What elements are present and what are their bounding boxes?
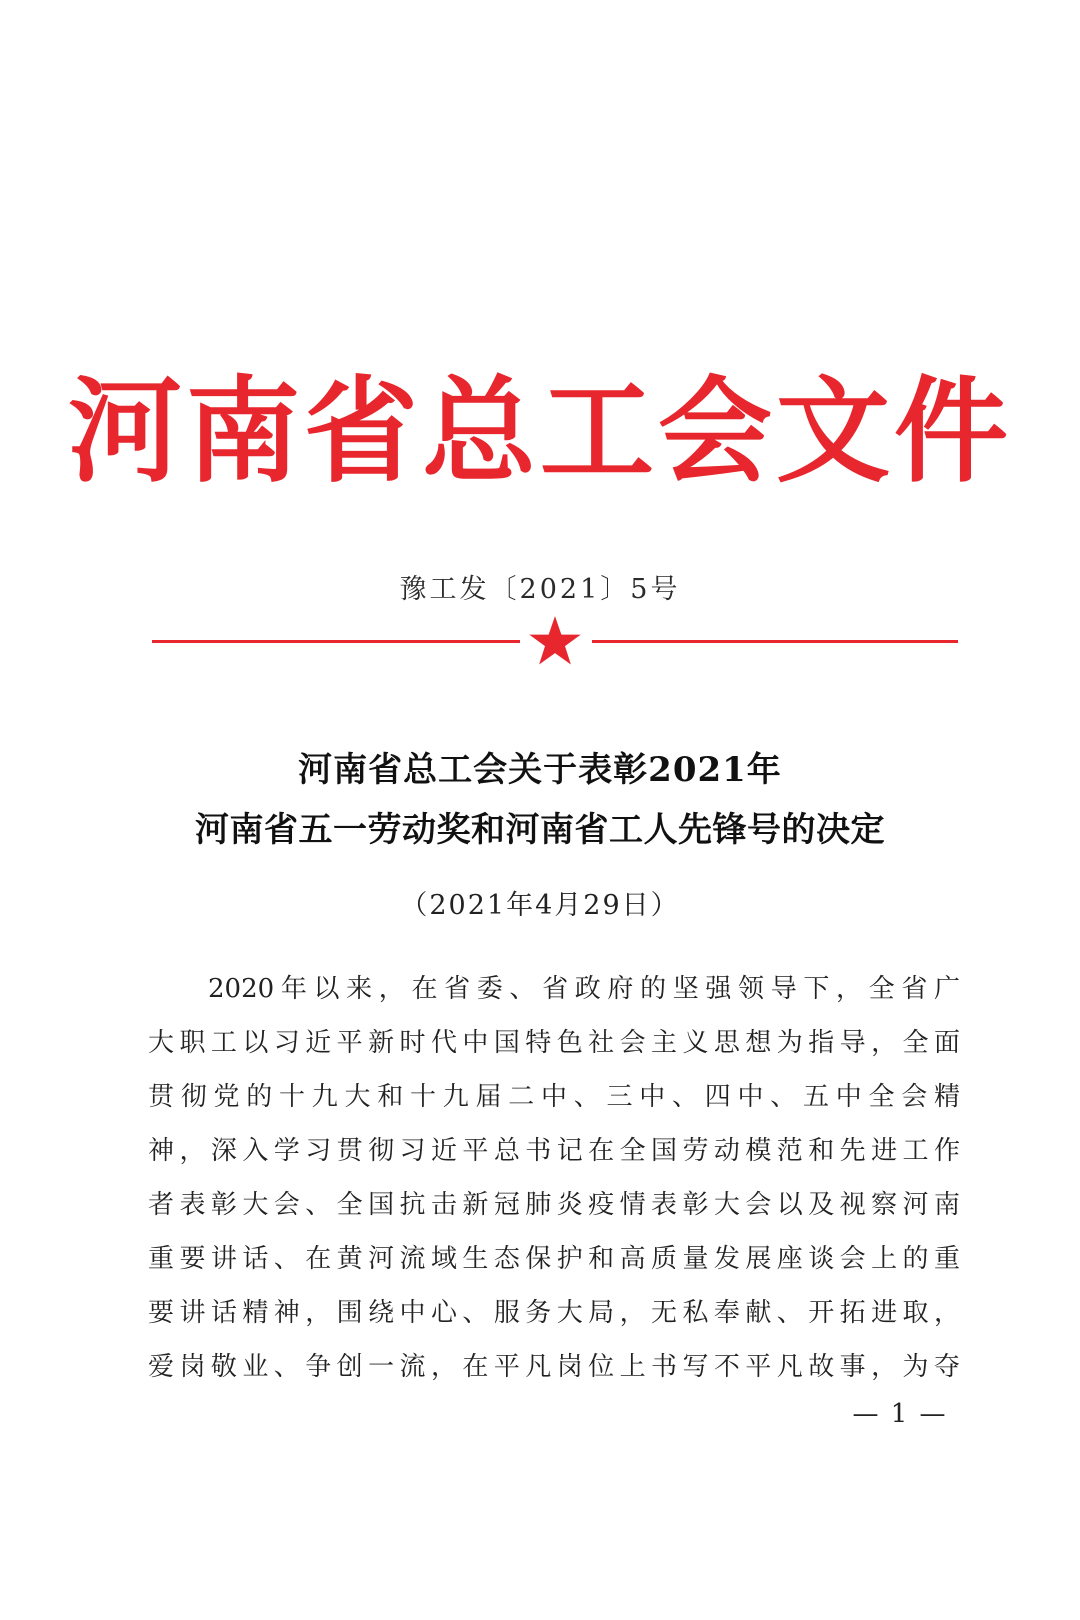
star-shape	[529, 616, 580, 664]
body-text	[148, 962, 960, 1394]
body-line: 神，深入学习贯彻习近平总书记在全国劳动模范和先进工作	[148, 1136, 960, 1166]
document-number: 豫工发〔2021〕5号	[399, 574, 681, 605]
body-line: 大职工以习近平新时代中国特色社会主义思想为指导，全面	[148, 1028, 960, 1058]
body-line: 重要讲话、在黄河流域生态保护和高质量发展座谈会上的重	[148, 1244, 960, 1274]
document-date: （2021年4月29日）	[400, 890, 680, 921]
document-title-line-1: 河南省总工会关于表彰2021年	[298, 750, 782, 790]
document-title-line-2: 河南省五一劳动奖和河南省工人先锋号的决定	[195, 810, 885, 850]
body-line: 者表彰大会、全国抗击新冠肺炎疫情表彰大会以及视察河南	[148, 1190, 960, 1220]
separator-line-right	[592, 640, 958, 643]
star-icon	[528, 614, 582, 668]
body-line: 要讲话精神，围绕中心、服务大局，无私奉献、开拓进取，	[148, 1298, 960, 1328]
masthead-title: 河南省总工会文件	[67, 365, 1012, 498]
separator-line-left	[152, 640, 520, 643]
body-line: 2020年以来，在省委、省政府的坚强领导下，全省广	[208, 974, 960, 1004]
body-line: 爱岗敬业、争创一流，在平凡岗位上书写不平凡故事，为夺	[148, 1352, 960, 1382]
body-line: 贯彻党的十九大和十九届二中、三中、四中、五中全会精	[148, 1082, 960, 1112]
page-number: — 1 —	[852, 1399, 948, 1429]
